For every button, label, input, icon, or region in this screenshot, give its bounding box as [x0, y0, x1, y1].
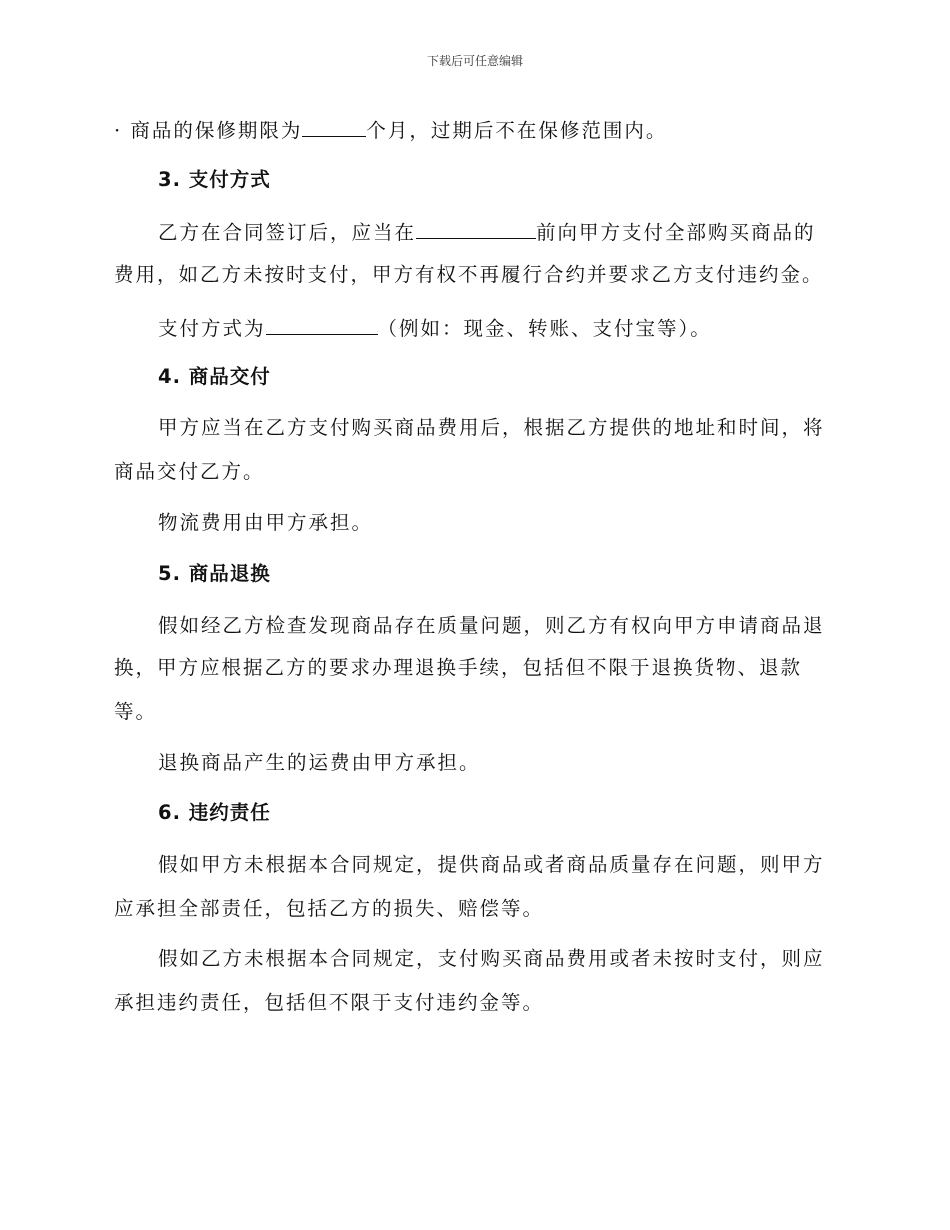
warranty-months-blank [302, 118, 366, 137]
returns-para-line-3: 等。 [114, 700, 158, 723]
delivery-para-line-1: 甲方应当在乙方支付购买商品费用后，根据乙方提供的地址和时间，将 [158, 416, 825, 439]
payment-deadline-blank [416, 220, 536, 239]
payment-method-blank [266, 316, 378, 335]
liability-para-b-line-2: 承担违约责任，包括但不限于支付违约金等。 [114, 991, 545, 1014]
returns-freight-line: 退换商品产生的运费由甲方承担。 [158, 751, 481, 774]
section-heading-liability: 6. 违约责任 [158, 801, 271, 824]
section-heading-returns: 5. 商品退换 [158, 562, 271, 585]
payment-method-line [158, 316, 878, 339]
payment-para-line-1 [158, 220, 878, 243]
warranty-text-b: 个月，过期后不在保修范围内。 [366, 119, 668, 142]
payment-text-b: 前向甲方支付全部购买商品的 [536, 221, 816, 244]
payment-method-text-a: 支付方式为 [158, 317, 266, 340]
payment-method-text-b: （例如：现金、转账、支付宝等）。 [377, 317, 712, 340]
payment-para-line-2: 费用，如乙方未按时支付，甲方有权不再履行合约并要求乙方支付违约金。 [114, 263, 824, 286]
delivery-para-line-2: 商品交付乙方。 [114, 460, 265, 483]
section-heading-delivery: 4. 商品交付 [158, 365, 271, 388]
logistics-cost-line: 物流费用由甲方承担。 [158, 511, 374, 534]
page-header: 下载后可任意编辑 [426, 54, 523, 68]
warranty-line [114, 118, 834, 141]
section-heading-payment: 3. 支付方式 [158, 168, 271, 191]
liability-para-a-line-1: 假如甲方未根据本合同规定，提供商品或者商品质量存在问题，则甲方 [158, 853, 825, 876]
liability-para-b-line-1: 假如乙方未根据本合同规定，支付购买商品费用或者未按时支付，则应 [158, 947, 825, 970]
returns-para-line-2: 换，甲方应根据乙方的要求办理退换手续，包括但不限于退换货物、退款 [114, 656, 803, 679]
warranty-text-a: · 商品的保修期限为 [114, 119, 303, 142]
payment-text-a: 乙方在合同签订后，应当在 [158, 221, 417, 244]
returns-para-line-1: 假如经乙方检查发现商品存在质量问题，则乙方有权向甲方申请商品退 [158, 614, 825, 637]
liability-para-a-line-2: 应承担全部责任，包括乙方的损失、赔偿等。 [114, 897, 545, 920]
